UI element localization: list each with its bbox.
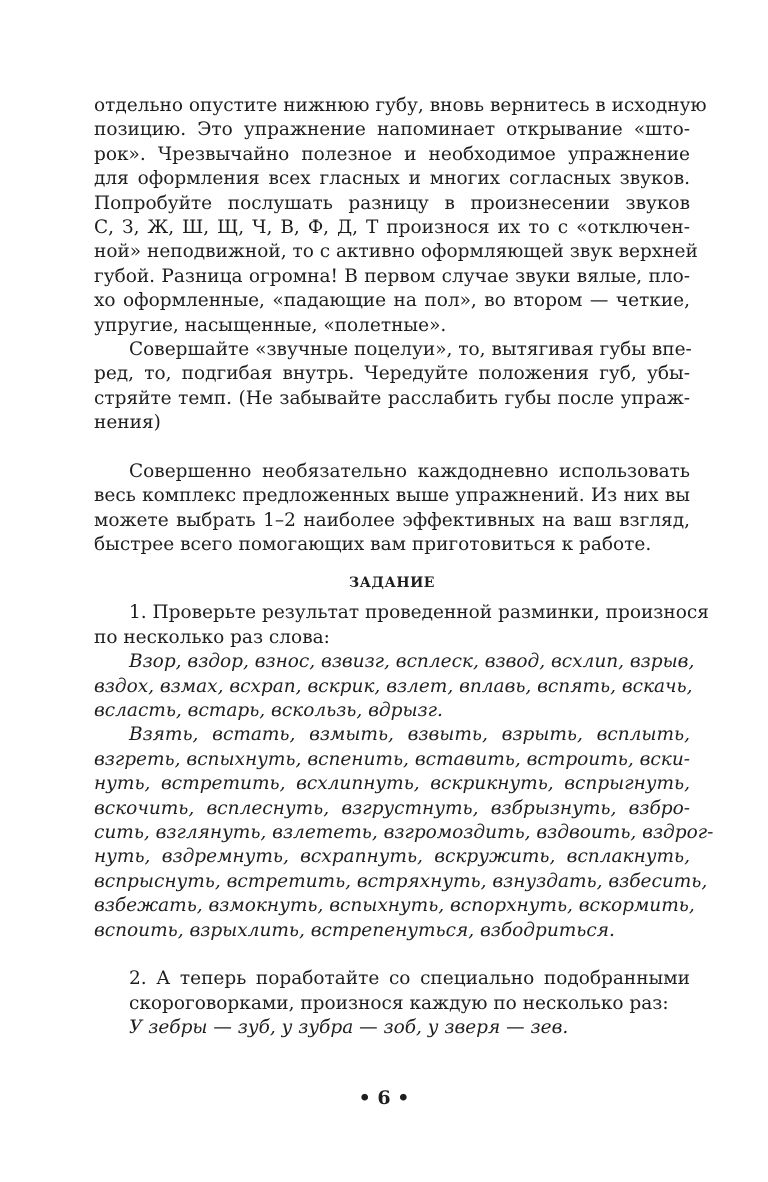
word-list-line: взгреть, вспыхнуть, вспенить, вставить, встроить, вски- — [94, 748, 690, 770]
text-line: упругие, насыщенные, «полетные». — [94, 314, 447, 336]
word-list-line: нуть, встретить, всхлипнуть, вскрикнуть, вспрыгнуть, — [94, 773, 690, 795]
section-spacer — [94, 557, 690, 569]
text-line: для оформления всех гласных и многих согласных звуков. — [94, 168, 690, 190]
word-list-line: всласть, встарь, вскользь, вдрызг. — [94, 699, 443, 721]
text-line: нения) — [94, 412, 161, 434]
word-list-line: нуть, вздремнуть, всхрапнуть, вскружить, всплакнуть, — [94, 846, 690, 868]
text-line: позицию. Это упражнение напоминает открывание «што- — [94, 119, 690, 141]
text-line: можете выбрать 1–2 наиболее эффективных на ваш взгляд, — [94, 509, 690, 531]
paragraph-spacer — [94, 435, 690, 459]
tongue-twister: У зебры — зуб, у зубра — зоб, у зверя — зев. — [129, 1017, 569, 1039]
text-line: 2. А теперь поработайте со специально подобранными — [129, 968, 690, 990]
page-number: • 6 • — [358, 1087, 410, 1109]
word-list-line: сить, взглянуть, взлететь, взгромоздить, вздвоить, вздрог- — [94, 821, 714, 843]
text-line: стряйте темп. (Не забывайте расслабить губы после упраж- — [94, 387, 690, 409]
word-list-line: вспоить, взрыхлить, встрепенуться, взбодриться. — [94, 919, 615, 941]
paragraph-spacer — [94, 943, 690, 967]
word-list-line: Взор, вздор, взнос, взвизг, всплеск, взвод, всхлип, взрыв, — [129, 651, 695, 673]
text-line: губой. Разница огромна! В первом случае звуки вялые, пло- — [94, 265, 690, 287]
text-line: рок». Чрезвычайно полезное и необходимое упражнение — [94, 143, 690, 165]
text-line: весь комплекс предложенных выше упражнений. Из них вы — [94, 485, 690, 507]
word-list-line: взбежать, взмокнуть, вспыхнуть, вспорхнуть, вскормить, — [94, 895, 695, 917]
text-line: Попробуйте послушать разницу в произнесении звуков — [94, 192, 690, 214]
text-line: скороговорками, произнося каждую по несколько раз: — [129, 992, 669, 1014]
text-line: отдельно опустите нижнюю губу, вновь вернитесь в исходную — [94, 95, 707, 116]
text-line: ной» неподвижной, то с активно оформляющей звук верхней — [94, 241, 698, 263]
section-heading: ЗАДАНИЕ — [349, 575, 435, 592]
text-line: по несколько раз слова: — [94, 626, 330, 648]
word-list-line: вздох, взмах, всхрап, вскрик, взлет, вплавь, вспять, вскачь, — [94, 675, 693, 697]
text-line: быстрее всего помогающих вам приготовиться к работе. — [94, 534, 652, 556]
text-line: Совершайте «звучные поцелуи», то, вытягивая губы впе- — [129, 338, 692, 360]
word-list-line: вспрыснуть, встретить, встряхнуть, взнуздать, взбесить, — [94, 870, 708, 892]
text-line: ред, то, подгибая внутрь. Чередуйте положения губ, убы- — [94, 363, 690, 385]
text-line: 1. Проверьте результат проведенной разминки, произнося — [129, 602, 709, 624]
page-body — [94, 94, 714, 1040]
text-line: Совершенно необязательно каждодневно использовать — [129, 460, 690, 482]
word-list-line: вскочить, всплеснуть, взгрустнуть, взбрызнуть, взбро- — [94, 797, 690, 819]
word-list-line: Взять, встать, взмыть, взвыть, взрыть, всплыть, — [129, 724, 690, 746]
text-line: хо оформленные, «падающие на пол», во втором — четкие, — [94, 290, 690, 312]
text-line: С, З, Ж, Ш, Щ, Ч, В, Ф, Д, Т произнося их то с «отключен- — [94, 216, 690, 238]
